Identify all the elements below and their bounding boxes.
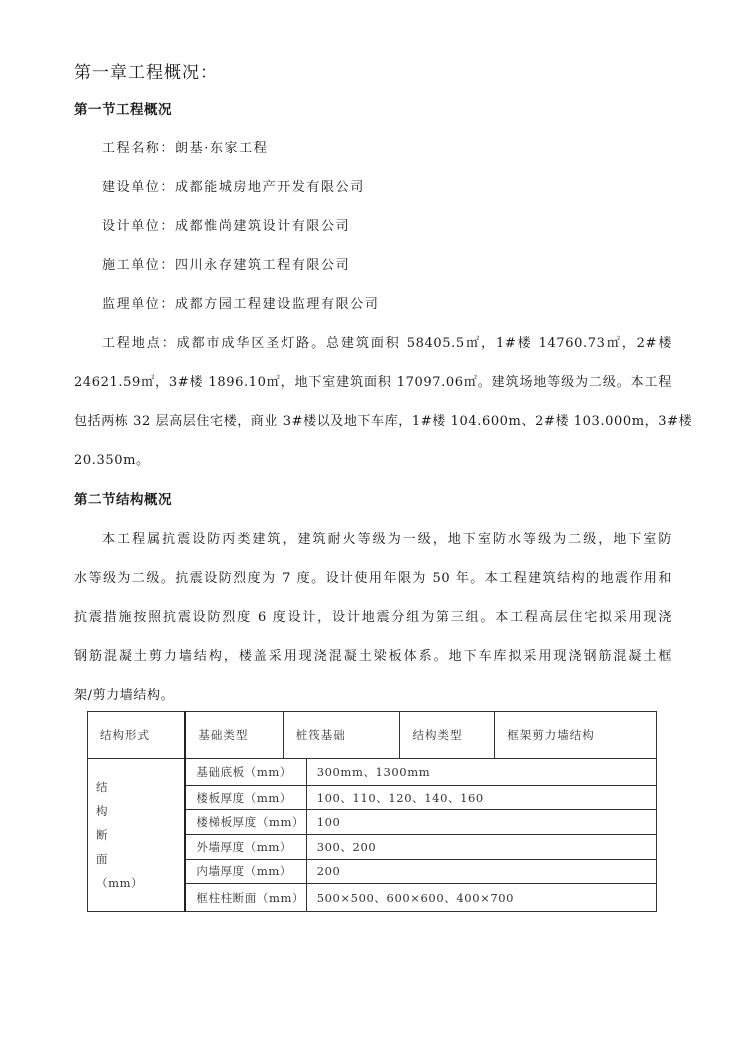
group-label-char: 构: [96, 804, 109, 818]
row-label: 外墙厚度（mm）: [185, 834, 306, 859]
group-label-char: 结: [96, 780, 109, 794]
info-value: 四川永存建筑工程有限公司: [175, 258, 351, 273]
section-title-overview: 第一节工程概况: [74, 102, 172, 118]
info-label: 工程名称：: [102, 141, 176, 156]
row-value: 100、110、120、140、160: [306, 785, 656, 810]
row-value: 200: [306, 859, 656, 884]
info-value: 成都能城房地产开发有限公司: [175, 180, 365, 195]
info-line-project-name: [102, 137, 268, 156]
info-label: 设计单位：: [102, 219, 176, 234]
info-label: 建设单位：: [102, 180, 176, 195]
row-value: 300mm、1300mm: [306, 759, 656, 786]
row-value: 300、200: [306, 834, 656, 859]
row-label: 楼梯板厚度（mm）: [185, 810, 306, 835]
structure-line-4: 钢筋混凝土剪力墙结构，楼盖采用现浇混凝土梁板体系。地下车库拟采用现浇钢筋混凝土框: [74, 649, 672, 664]
group-label-cell: [88, 759, 186, 912]
header-cell: 桩筏基础: [283, 712, 400, 759]
structure-line-1: 本工程属抗震设防丙类建筑，建筑耐火等级为一级，地下室防水等级为二级，地下室防: [102, 532, 672, 547]
section-title-structure: 第二节结构概况: [74, 492, 172, 508]
location-line-2: 24621.59㎡，3#楼 1896.10㎡，地下室建筑面积 17097.06㎡。建筑场地等级为二级。本工程: [74, 375, 672, 390]
table-row: [88, 759, 657, 786]
info-line-developer: [102, 176, 365, 195]
structure-line-5: 架/剪力墙结构。: [74, 688, 175, 703]
row-label: 框柱柱断面（mm）: [185, 884, 306, 912]
table-header-row: [88, 712, 657, 759]
info-line-contractor: [102, 254, 350, 273]
location-line-3: 包括两栋 32 层高层住宅楼，商业 3#楼以及地下车库，1#楼 104.600m、2#楼 103.000m，3#楼: [74, 414, 693, 429]
info-line-supervisor: [102, 293, 379, 312]
group-label-char: 断: [96, 828, 109, 842]
row-label: 内墙厚度（mm）: [185, 859, 306, 884]
structure-table: [87, 711, 657, 912]
location-line-4: 20.350m。: [74, 453, 150, 468]
location-line-1: 工程地点：成都市成华区圣灯路。总建筑面积 58405.5㎡，1#楼 14760.73㎡，2#楼: [102, 336, 672, 351]
row-label: 楼板厚度（mm）: [185, 785, 306, 810]
structure-line-3: 抗震措施按照抗震设防烈度 6 度设计，设计地震分组为第三组。本工程高层住宅拟采用现浇: [74, 610, 672, 625]
info-value: 成都方园工程建设监理有限公司: [175, 297, 380, 312]
header-cell: 框架剪力墙结构: [495, 712, 657, 759]
structure-line-2: 水等级为二级。抗震设防烈度为 7 度。设计使用年限为 50 年。本工程建筑结构的地震作用和: [74, 571, 672, 586]
header-cell: 基础类型: [185, 712, 283, 759]
chapter-title: 第一章工程概况：: [74, 63, 218, 83]
header-cell: 结构形式: [88, 712, 186, 759]
header-cell: 结构类型: [400, 712, 495, 759]
info-line-designer: [102, 215, 350, 234]
info-value: 成都惟尚建筑设计有限公司: [175, 219, 351, 234]
info-label: 监理单位：: [102, 297, 176, 312]
row-value: 100: [306, 810, 656, 835]
info-label: 施工单位：: [102, 258, 176, 273]
row-label: 基础底板（mm）: [185, 759, 306, 786]
group-label-char: 面: [96, 852, 109, 866]
group-label-unit: （mm）: [96, 876, 144, 890]
row-value: 500×500、600×600、400×700: [306, 884, 656, 912]
info-value: 朗基·东家工程: [175, 141, 269, 156]
